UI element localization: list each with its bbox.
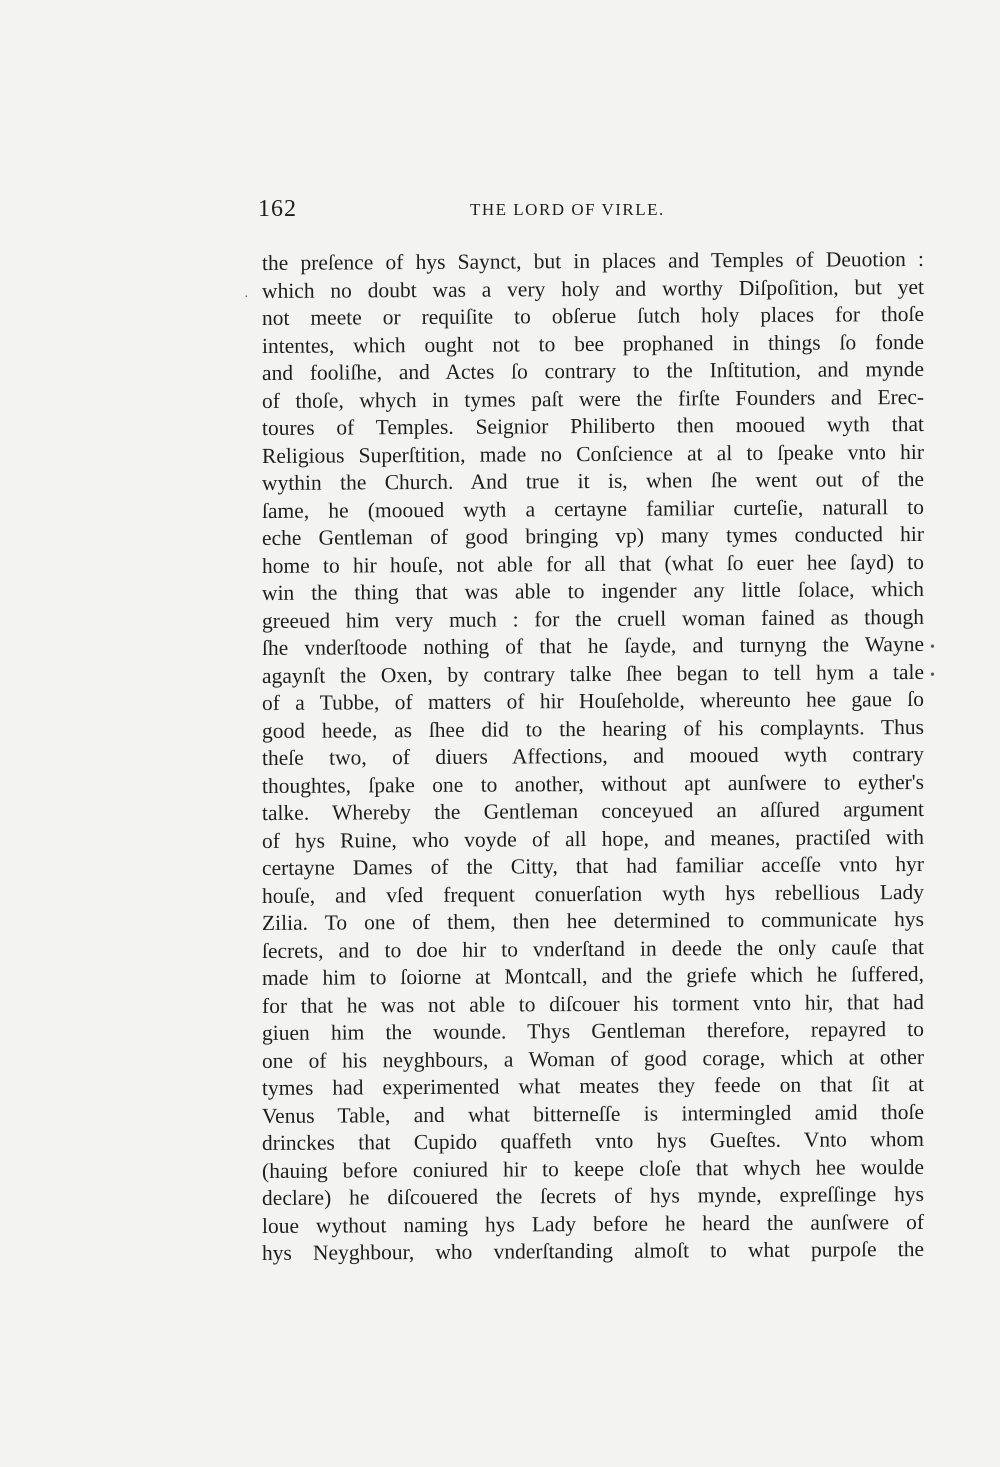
margin-dot: • xyxy=(930,640,935,655)
text-line: which no doubt was a very holy and worthy Diſpoſition, but yet xyxy=(261,274,925,303)
text-line: theſe two, of diuers Affections, and mooued wyth contrary xyxy=(261,741,925,770)
running-title: THE LORD OF VIRLE. xyxy=(470,200,665,219)
text-line: drinckes that Cupido quaffeth vnto hys Gueſtes. Vnto whom xyxy=(261,1126,925,1155)
text-line: Zilia. To one of them, then hee determined to communicate hys xyxy=(261,906,925,935)
text-line: agaynſt the Oxen, by contrary talke ſhee began to tell hym a tale xyxy=(261,659,925,688)
text-line: ſhe vnderſtoode nothing of that he ſayde, and turnyng the Wayne xyxy=(261,631,925,660)
text-line: good heede, as ſhee did to the hearing of his complaynts. Thus xyxy=(261,714,925,743)
text-line: hys Neyghbour, who vnderſtanding almoſt to what purpoſe the xyxy=(261,1236,925,1265)
text-line: of hys Ruine, who voyde of all hope, and meanes, practiſed with xyxy=(261,824,925,853)
text-line: talke. Whereby the Gentleman conceyued an aſſured argument xyxy=(261,796,925,825)
running-head xyxy=(258,196,928,228)
text-line: ſame, he (mooued wyth a certayne familiar curteſie, naturall to xyxy=(261,494,925,523)
text-line: houſe, and vſed frequent conuerſation wyth hys rebellious Lady xyxy=(261,879,925,908)
text-line: toures of Temples. Seignior Philiberto then mooued wyth that xyxy=(261,411,925,440)
text-line: not meete or requiſite to obſerue ſutch holy places for thoſe xyxy=(261,301,925,330)
text-line: eche Gentleman of good bringing vp) many tymes conducted hir xyxy=(261,521,925,550)
margin-speck: · xyxy=(244,290,249,305)
text-line: certayne Dames of the Citty, that had familiar acceſſe vnto hyr xyxy=(261,851,925,880)
text-line: the preſence of hys Saynct, but in places and Temples of Deuotion : xyxy=(261,246,925,275)
text-line: win the thing that was able to ingender any little ſolace, which xyxy=(261,576,925,605)
text-line: of thoſe, whych in tymes paſt were the firſte Founders and Erec- xyxy=(261,384,925,413)
text-line: intentes, which ought not to bee prophaned in things ſo fonde xyxy=(261,329,925,358)
text-line: and fooliſhe, and Actes ſo contrary to the Inſtitution, and mynde xyxy=(261,356,925,385)
text-line: made him to ſoiorne at Montcall, and the griefe which he ſuffered, xyxy=(261,961,925,990)
text-line: declare) he diſcouered the ſecrets of hys mynde, expreſſinge hys xyxy=(261,1181,925,1210)
text-line: Venus Table, and what bitterneſſe is intermingled amid thoſe xyxy=(261,1099,925,1128)
text-line: greeued him very much : for the cruell woman fained as though xyxy=(261,604,925,633)
text-line: one of his neyghbours, a Woman of good corage, which at other xyxy=(261,1044,925,1073)
text-line: thoughtes, ſpake one to another, without apt aunſwere to eyther's xyxy=(261,769,925,798)
text-line: of a Tubbe, of matters of hir Houſeholde, whereunto hee gaue ſo xyxy=(261,686,925,715)
text-line: home to hir houſe, not able for all that (what ſo euer hee ſayd) to xyxy=(261,549,925,578)
text-line: loue wythout naming hys Lady before he heard the aunſwere of xyxy=(261,1209,925,1238)
text-line: Religious Superſtition, made no Conſcience at al to ſpeake vnto hir xyxy=(261,439,925,468)
text-line: tymes had experimented what meates they feede on that ſit at xyxy=(261,1071,925,1100)
body-text xyxy=(261,246,925,1268)
margin-dot: • xyxy=(930,668,935,683)
text-line: ſecrets, and to doe hir to vnderſtand in deede the only cauſe that xyxy=(261,934,925,963)
text-line: giuen him the wounde. Thys Gentleman therefore, repayred to xyxy=(261,1016,925,1045)
page-number: 162 xyxy=(258,196,297,222)
text-line: (hauing before coniured hir to keepe cloſe that whych hee woulde xyxy=(261,1154,925,1183)
text-line: wythin the Church. And true it is, when ſhe went out of the xyxy=(261,466,925,495)
text-line: for that he was not able to diſcouer his torment vnto hir, that had xyxy=(261,989,925,1018)
